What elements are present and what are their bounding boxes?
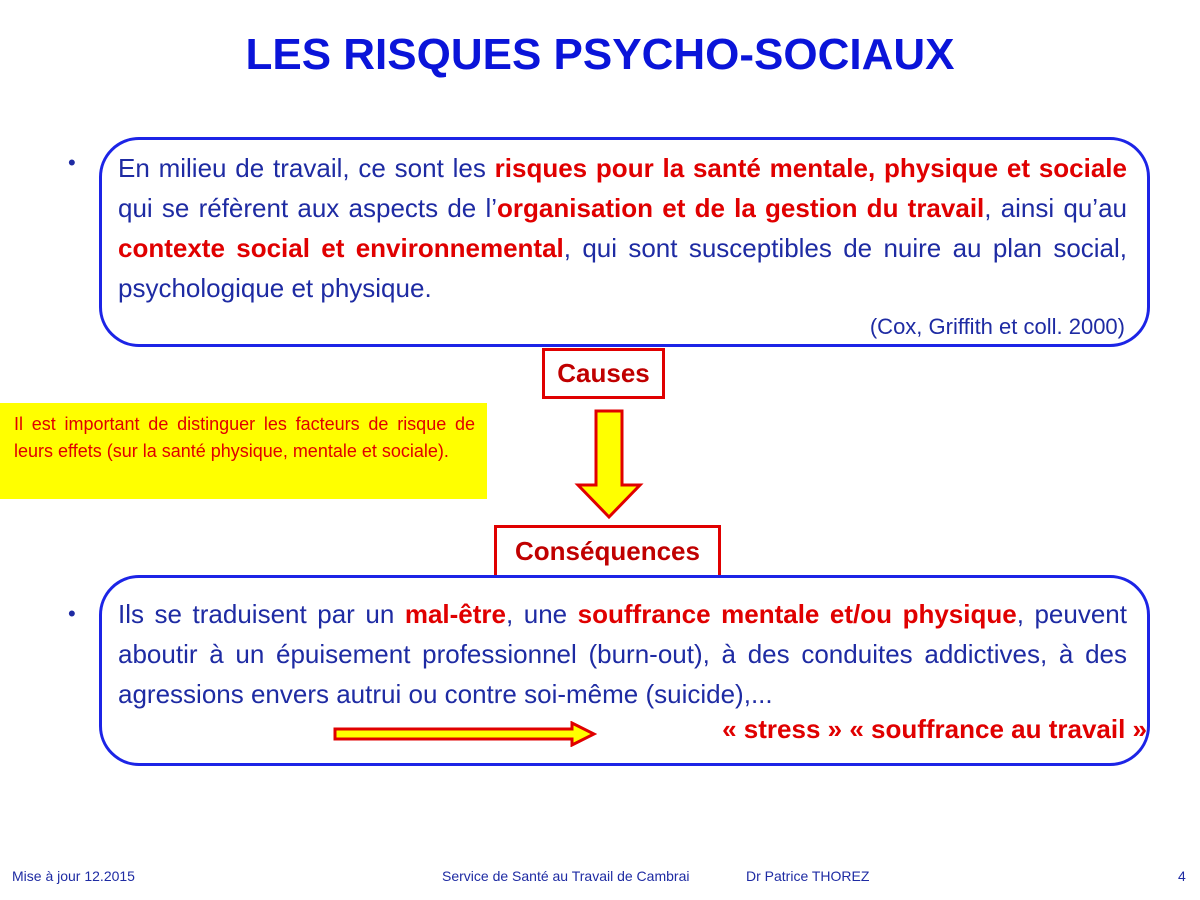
definition-text-4: , qui sont susceptibles de nuire au plan social, psychologique et physique. [118, 233, 1128, 303]
effects-text-3: , peuvent aboutir à un épuisement professionnel (burn-out), à des conduites addictives, à des agressions envers autrui ou contre soi-même (suicide),... [118, 599, 1127, 709]
effects-text-2: , une [505, 599, 578, 629]
definition-text-1: En milieu de travail, ce sont les [118, 153, 495, 183]
footer-page-number: 4 [1178, 868, 1186, 884]
citation: (Cox, Griffith et coll. 2000) [869, 314, 1125, 339]
definition-highlight-1: risques pour la santé mentale, physique et sociale [494, 153, 1127, 183]
note-box: Il est important de distinguer les facteurs de risque de leurs effets (sur la santé physique, mentale et sociale). [0, 403, 487, 499]
slide-title: LES RISQUES PSYCHO-SOCIAUX [245, 30, 955, 79]
footer-updated: Mise à jour 12.2015 [12, 868, 135, 884]
footer-service: Service de Santé au Travail de Cambrai [442, 868, 690, 884]
definition-text-3: , ainsi qu’au [984, 193, 1127, 223]
causes-label: Causes [542, 348, 665, 399]
effects-highlight-1: mal-être [404, 599, 506, 629]
down-arrow-icon [574, 408, 644, 520]
effects-box [99, 575, 1150, 766]
definition-text-2: qui se réfèrent aux aspects de l’ [118, 193, 498, 223]
consequences-label: Conséquences [494, 525, 721, 578]
bullet-definition: • [68, 150, 76, 175]
footer-author: Dr Patrice THOREZ [746, 868, 870, 884]
effects-keywords: « stress » « souffrance au travail » [722, 714, 1147, 744]
effects-text [118, 594, 1127, 714]
right-arrow-icon [332, 721, 597, 747]
definition-highlight-3: contexte social et environnemental [118, 233, 564, 263]
definition-box [99, 137, 1150, 347]
effects-text-1: Ils se traduisent par un [118, 599, 405, 629]
definition-highlight-2: organisation et de la gestion du travail [497, 193, 985, 223]
effects-highlight-2: souffrance mentale et/ou physique [577, 599, 1017, 629]
definition-text [118, 148, 1127, 308]
bullet-effects: • [68, 601, 76, 626]
